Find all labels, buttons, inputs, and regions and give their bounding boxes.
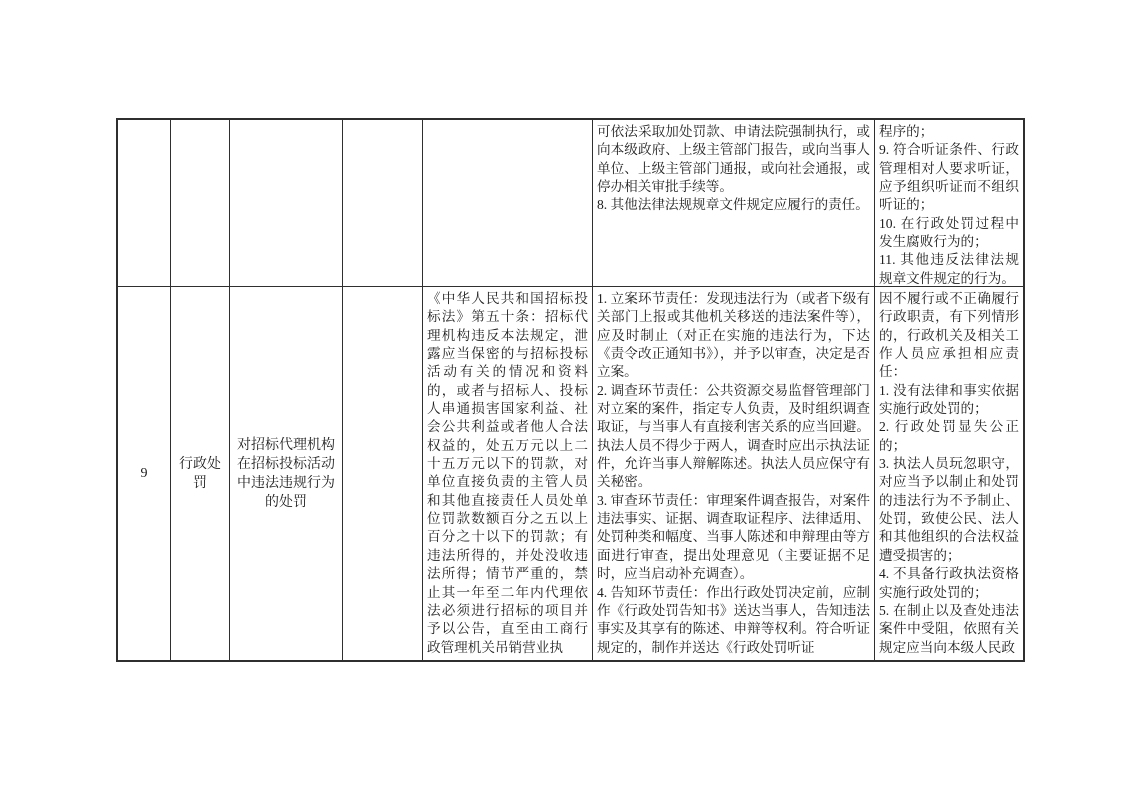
paragraph: 1. 没有法律和事实依据实施行政处罚的； (879, 382, 1019, 417)
cell-category-row1 (171, 120, 230, 287)
paragraph: 2. 行政处罚显失公正的； (879, 419, 1019, 453)
paragraph: 3. 执法人员玩忽职守，对应当予以制止和处罚的违法行为不予制止、处罚，致使公民、法人和其他组织的合法权益遭受损害的； (879, 456, 1019, 563)
paragraph: 5. 在制止以及查处违法案件中受阻，依照有关规定应当向本级人民政 (879, 602, 1019, 655)
paragraph: 可依法采取加处罚款、申请法院强制执行，或向本级政府、上级主管部门报告，或向当事人单位、上级主管部门通报，或向社会通报，或停办相关审批手续等。 (597, 124, 870, 195)
paragraph: 2. 调查环节责任：公共资源交易监督管理部门对立案的案件，指定专人负责，及时组织调查取证，与当事人有直接利害关系的应当回避。执法人员不得少于两人，调查时应出示执法证件，允许当事人辩解陈述。执法人员应保守有关秘密。 (597, 382, 870, 490)
paragraph: 10. 在行政处罚过程中发生腐败行为的； (879, 215, 1019, 250)
paragraph: 程序的； (879, 124, 934, 139)
cell-seq-row2: 9 (118, 287, 171, 660)
paragraph: 4. 告知环节责任：作出行政处罚决定前，应制作《行政处罚告知书》送达当事人，告知违法事实及其享有的陈述、申辩等权利。符合听证规定的，制作并送达《行政处罚听证 (597, 584, 870, 655)
paragraph: 8. 其他法律法规规章文件规定应履行的责任。 (597, 197, 869, 213)
cell-blank-row1 (343, 120, 423, 287)
cell-category-row2: 行政处罚 (171, 287, 230, 660)
cell-legal-basis-row1 (423, 120, 593, 287)
cell-blank-row2 (343, 287, 423, 660)
cell-duties-row2 (593, 287, 875, 660)
paragraph: 1. 立案环节责任：发现违法行为（或者下级有关部门上报或其他机关移送的违法案件等），应及时制止（对正在实施的违法行为，下达《责令改正通知书》），并予以审查，决定是否立案。 (597, 291, 870, 380)
paragraph: 因不履行或不正确履行行政职责，有下列情形的，行政机关及相关工作人员应承担相应责任： (879, 291, 1019, 380)
paragraph: 《中华人民共和国招标投标法》第五十条：招标代理机构违反本法规定，泄露应当保密的与招标投标活动有关的情况和资料的，或者与招标人、投标人串通损害国家利益、社会公共利益或者他人合法权益的，处五万元以上二十五万元以下的罚款，对单位直接负责的主管人员和其他直接责任人员处单位罚款数额百分之五以上百分之十以下的罚款；有违法所得的，并处没收违法所得；情节严重的，禁止其一年至二年内代理依法必须进行招标的项目并予以公告，直至由工商行政管理机关吊销营业执 (427, 291, 588, 655)
cell-item-row2: 对招标代理机构在招标投标活动中违法违规行为的处罚 (230, 287, 343, 660)
paragraph: 3. 审查环节责任：审理案件调查报告，对案件违法事实、证据、调查取证程序、法律适用、处罚种类和幅度、当事人陈述和申辩理由等方面进行审查，提出处理意见（主要证据不足时，应当启动补充调查）。 (597, 492, 870, 582)
cell-item-row1 (230, 120, 343, 287)
paragraph: 4. 不具备行政执法资格实施行政处罚的； (879, 566, 1019, 600)
cell-duties-row1 (593, 120, 875, 287)
cell-accountability-row1 (875, 120, 1023, 287)
penalty-table (116, 118, 1025, 662)
paragraph: 9. 符合听证条件、行政管理相对人要求听证，应予组织听证而不组织听证的； (879, 142, 1019, 213)
cell-seq-row1 (118, 120, 171, 287)
cell-accountability-row2 (875, 287, 1023, 660)
paragraph: 11. 其他违反法律法规规章文件规定的行为。 (879, 252, 1019, 286)
cell-legal-basis-row2 (423, 287, 593, 660)
